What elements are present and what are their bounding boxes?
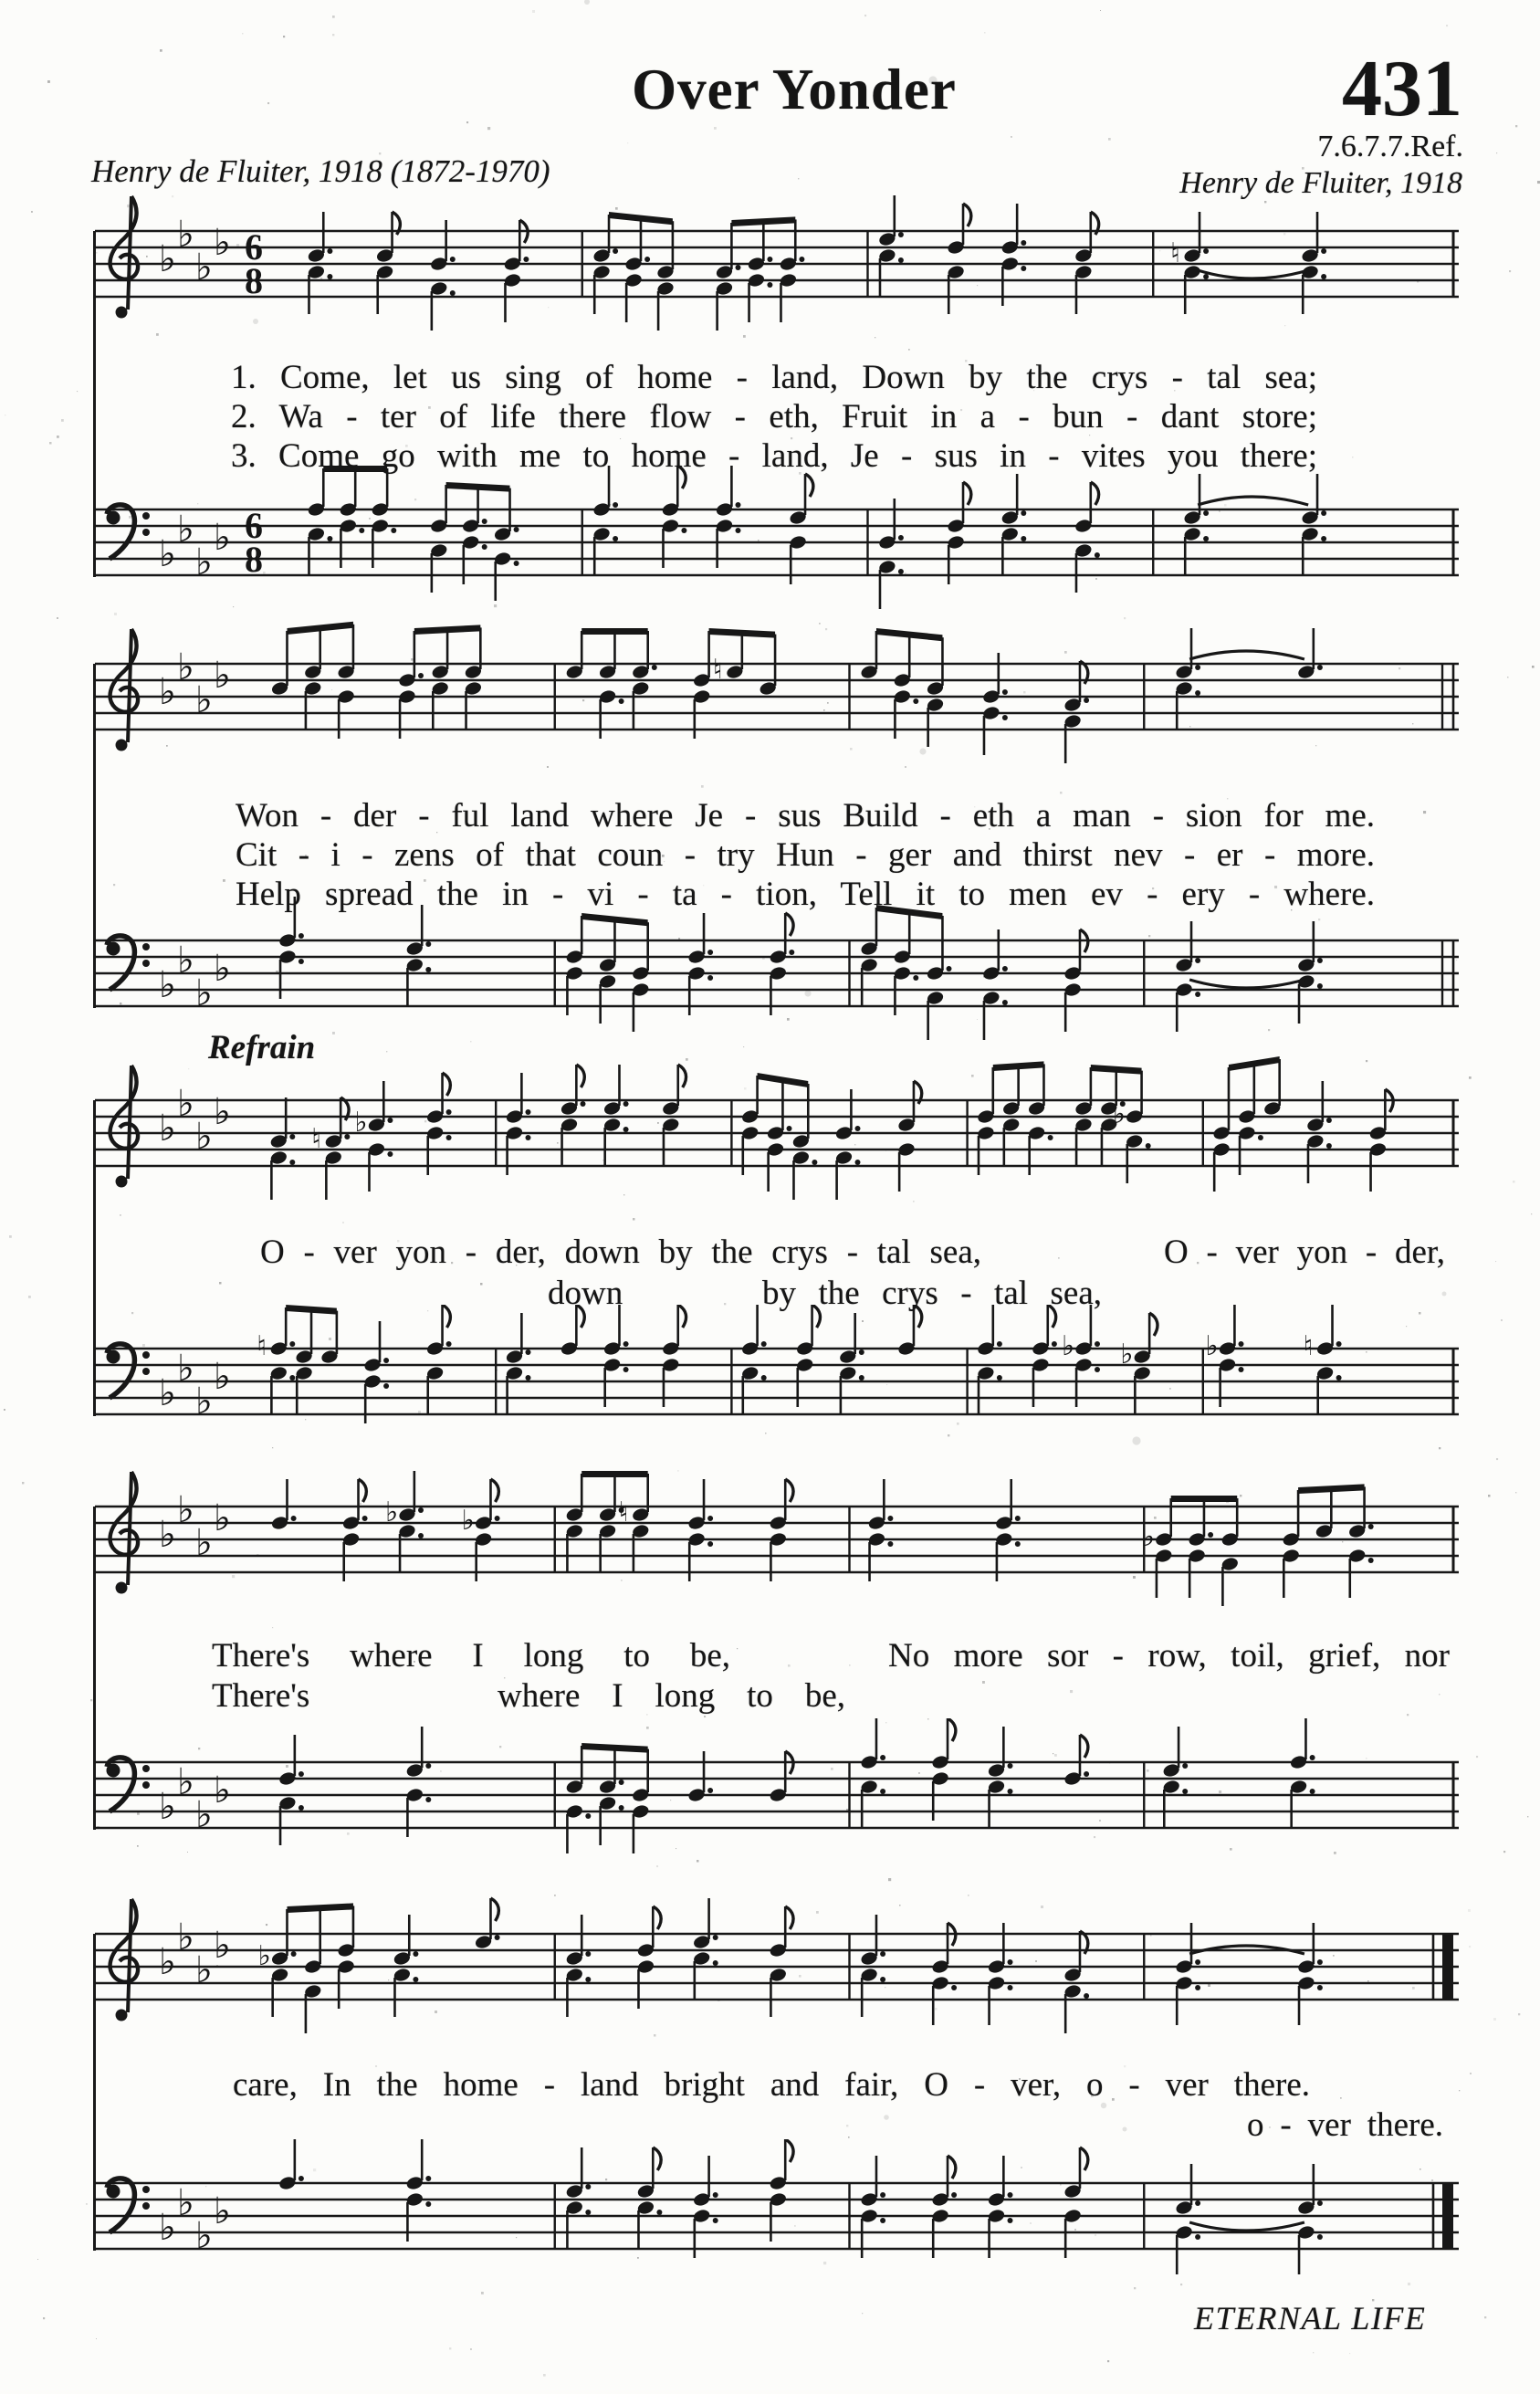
svg-text:♭: ♭ (214, 655, 231, 697)
system5-treble-staff (91, 1890, 1534, 2063)
svg-text:♭: ♭ (214, 222, 231, 264)
lyric-line: Cit - i - zens of that coun - try Hun - ger and thirst nev - er - more. (236, 836, 1375, 874)
svg-text:♭: ♭ (214, 1925, 231, 1967)
svg-text:♭: ♭ (177, 1348, 194, 1390)
svg-text:♭: ♭ (195, 541, 213, 583)
lyric-line: by the crys - tal sea, (762, 1275, 1102, 1312)
lyric-line: Help spread the in - vi - ta - tion, Tell it to men ev - ery - where. (236, 876, 1375, 913)
svg-text:♭: ♭ (1062, 1330, 1075, 1362)
svg-text:♮: ♮ (1303, 1330, 1314, 1362)
treble-clef-icon (110, 1899, 138, 2021)
system4-bass-staff (91, 1718, 1534, 1892)
lyric-line: There's where I long to be, (212, 1637, 730, 1675)
verse-lyrics-system2 (236, 796, 1375, 914)
svg-text:♭: ♭ (385, 1496, 399, 1528)
lyric-line: 1. Come, let us sing of home - land, Down by the crys - tal sea; (231, 359, 1317, 396)
svg-text:6: 6 (245, 226, 263, 268)
svg-text:♮: ♮ (712, 654, 723, 686)
bass-clef-icon (107, 1758, 151, 1811)
svg-text:♭: ♭ (177, 509, 194, 551)
tune-name: ETERNAL LIFE (1194, 2300, 1427, 2336)
svg-text:♭: ♭ (177, 646, 194, 688)
system5-bass-staff (91, 2139, 1534, 2313)
lyric-line: There's (212, 1677, 310, 1715)
svg-text:♭: ♭ (195, 1949, 213, 1991)
svg-text:♭: ♭ (159, 2207, 176, 2249)
svg-text:♭: ♭ (177, 1489, 194, 1531)
svg-text:♭: ♭ (214, 1356, 231, 1398)
svg-text:♮: ♮ (257, 1330, 267, 1362)
svg-text:♭: ♭ (354, 1107, 368, 1139)
svg-text:♭: ♭ (257, 1940, 271, 1972)
treble-clef-icon (110, 629, 138, 751)
svg-text:♭: ♭ (214, 1091, 231, 1133)
svg-text:♭: ♭ (159, 238, 176, 280)
lyric-line: Won - der - ful land where Je - sus Build - eth a man - sion for me. (236, 797, 1375, 835)
svg-text:♭: ♭ (159, 1786, 176, 1828)
svg-text:♭: ♭ (159, 1514, 176, 1556)
svg-text:♮: ♮ (311, 1123, 322, 1155)
svg-text:♭: ♭ (195, 247, 213, 289)
lyric-line: 3. Come go with me to home - land, Je - sus in - vites you there; (231, 437, 1317, 475)
svg-text:♮: ♮ (1170, 237, 1180, 269)
svg-text:♭: ♭ (214, 517, 231, 559)
lyric-line: 2. Wa - ter of life there flow - eth, Fruit in a - bun - dant store; (231, 398, 1317, 436)
svg-text:♭: ♭ (195, 1116, 213, 1158)
system2-treble-staff (91, 620, 1534, 793)
treble-clef-icon (110, 1472, 138, 1594)
system3-bass-staff (91, 1305, 1534, 1478)
system1-treble-staff (91, 187, 1534, 361)
svg-text:♭: ♭ (177, 1083, 194, 1125)
lyric-line: where I long to be, (498, 1677, 845, 1715)
svg-text:♭: ♭ (1141, 1521, 1155, 1553)
meter-label: 7.6.7.7.Ref. (1317, 130, 1463, 163)
hymn-number: 431 (1342, 45, 1462, 133)
author-credit: Henry de Fluiter, 1918 (1872-1970) (91, 153, 550, 189)
svg-text:♭: ♭ (177, 1761, 194, 1803)
svg-text:♭: ♭ (1120, 1339, 1134, 1370)
system1-bass-staff (91, 466, 1534, 639)
svg-text:♭: ♭ (177, 214, 194, 256)
system4-treble-staff (91, 1463, 1534, 1636)
bass-clef-icon (107, 2179, 151, 2232)
page-title: Over Yonder (632, 58, 957, 121)
svg-text:♭: ♭ (195, 1381, 213, 1423)
composer-credit: Henry de Fluiter, 1918 (1179, 166, 1462, 200)
system3-treble-staff (91, 1056, 1534, 1230)
bass-clef-icon (107, 1344, 151, 1398)
svg-text:♭: ♭ (159, 533, 176, 575)
lyric-line: o - ver there. (1247, 2106, 1443, 2144)
bass-clef-icon (107, 505, 151, 559)
treble-clef-icon (110, 1066, 138, 1188)
svg-text:♭: ♭ (159, 1941, 176, 1983)
svg-text:♭: ♭ (159, 964, 176, 1006)
svg-text:♭: ♭ (1205, 1330, 1219, 1362)
svg-text:♭: ♭ (159, 1108, 176, 1150)
svg-text:♭: ♭ (214, 1497, 231, 1539)
lyric-line: down (548, 1275, 623, 1312)
svg-text:♭: ♭ (159, 671, 176, 713)
svg-text:8: 8 (245, 260, 263, 301)
svg-text:♭: ♭ (214, 948, 231, 990)
svg-text:6: 6 (245, 505, 263, 546)
svg-text:8: 8 (245, 539, 263, 580)
svg-text:♭: ♭ (195, 1794, 213, 1836)
treble-clef-icon (110, 196, 138, 319)
svg-text:♭: ♭ (1112, 1098, 1126, 1130)
svg-text:♭: ♭ (177, 940, 194, 982)
svg-text:♭: ♭ (195, 972, 213, 1014)
lyric-line: O - ver yon - der, down by the crys - tal sea, (260, 1234, 981, 1271)
svg-text:♭: ♭ (461, 1505, 475, 1537)
refrain-label: Refrain (208, 1029, 316, 1066)
verse-lyrics-system1 (231, 358, 1317, 476)
svg-text:♭: ♭ (195, 1522, 213, 1564)
svg-text:♭: ♭ (195, 2215, 213, 2257)
svg-text:♮: ♮ (618, 1496, 629, 1528)
svg-text:♭: ♭ (214, 2190, 231, 2232)
bass-clef-icon (107, 936, 151, 990)
lyric-line: O - ver yon - der, (1164, 1234, 1445, 1271)
svg-text:♭: ♭ (214, 1769, 231, 1811)
lyric-line: No more sor - row, toil, grief, nor (888, 1637, 1450, 1675)
svg-text:♭: ♭ (177, 2182, 194, 2224)
svg-text:♭: ♭ (195, 679, 213, 721)
lyric-line: care, In the home - land bright and fair, O - ver, o - ver there. (233, 2066, 1310, 2104)
svg-text:♭: ♭ (159, 1372, 176, 1414)
svg-text:♭: ♭ (177, 1916, 194, 1958)
